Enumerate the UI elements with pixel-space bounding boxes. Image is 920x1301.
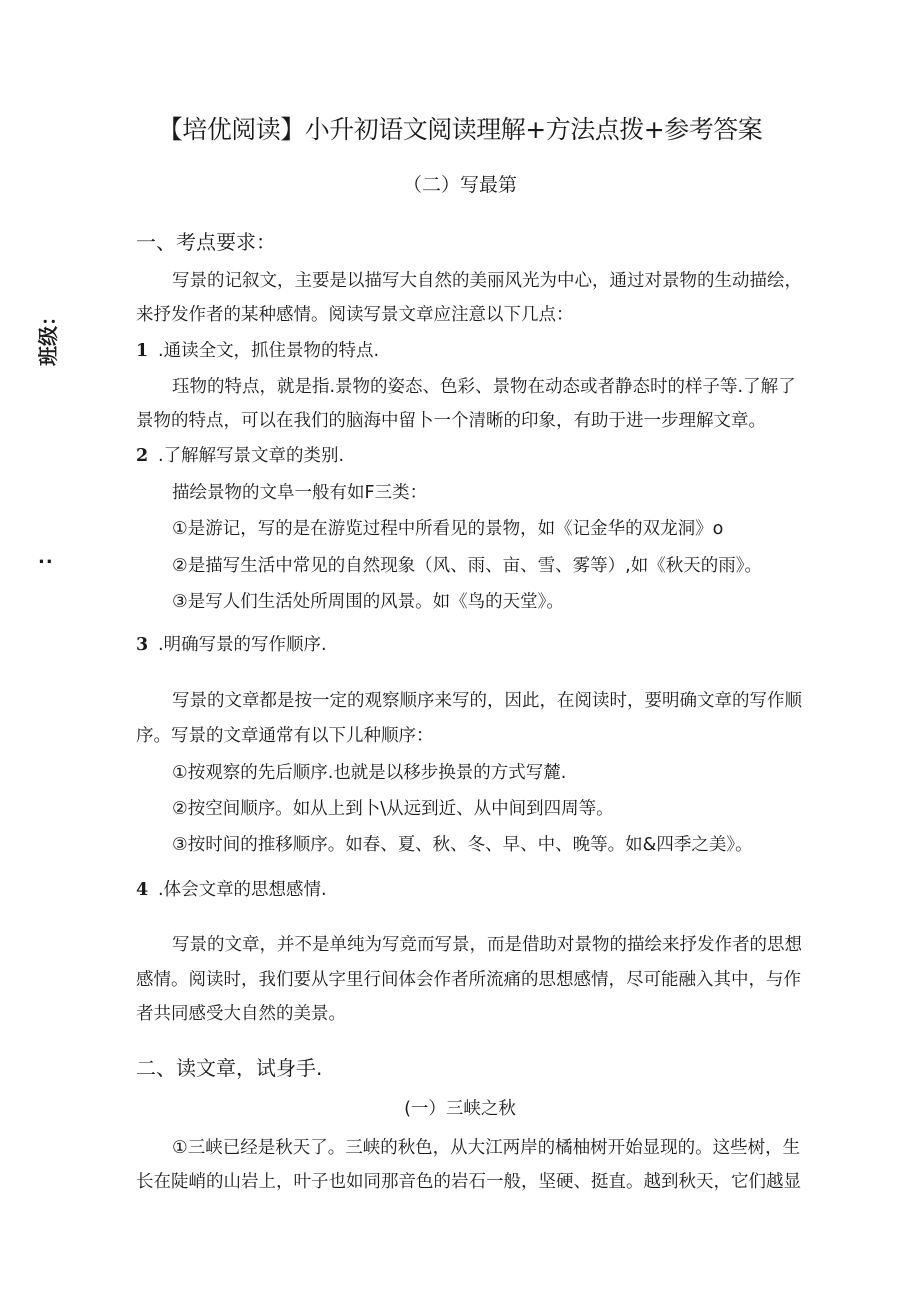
point-body-line: 写景的文章都是按一定的观察顺序来写的，因此，在阅读时，要明确文章的写作顺 [172,691,802,711]
point-number: 1 [136,341,149,361]
margin-dots: .. [38,547,54,568]
point-number: 3 [136,635,149,655]
section-heading-requirements: 一、考点要求： [136,230,276,254]
point-body-line: 者共同感受大自然的美景。 [136,1004,346,1024]
point-heading [136,442,344,467]
page-title: 【培优阅读】小升初语文阅读理解+方法点拨+参考答案 [157,115,763,144]
point-heading [136,876,327,901]
section-heading-practice: 二、读文章，试身手. [136,1056,323,1080]
point-heading [136,337,379,362]
intro-line: 来抒发作者的某种感情。阅读写景文章应注意以下几点： [136,305,574,325]
point-body-line: 感情。阅读时，我们要从字里行间体会作者所流痛的思想感情，尽可能融入其中，与作 [136,970,801,990]
passage-title: (一）三峡之秋 [404,1099,516,1119]
class-label: 班级： [36,306,60,366]
point-body-line: 景物的特点，可以在我们的脑海中留卜一个清晰的印象，有助于进一步理解文章。 [136,411,766,431]
point-title: .了解解写景文章的类别. [158,446,345,466]
point-body-line: 写景的文章，并不是单纯为写竞而写景，而是借助对景物的描绘来抒发作者的思想 [172,935,802,955]
point-body-line: 序。写景的文章通常有以下儿种顺序： [136,726,434,746]
point-title: .明确写景的写作顺序. [158,635,327,655]
list-item: ②按空间顺序。如从上到卜\从远到近、从中间到四周等。 [172,799,614,819]
passage-line: ①三峡已经是秋天了。三峡的秋色，从大江两岸的橘柚树开始显现的。这些树，生 [172,1138,801,1158]
intro-line: 写景的记叙文，主要是以描写大自然的美丽风光为中心，通过对景物的生动描绘， [172,271,802,291]
point-body-line: 珏物的特点，就是指.景物的姿态、色彩、景物在动态或者静态时的样子等.了解了 [172,377,796,397]
list-item: ①按观察的先后顺序.也就是以移步换景的方式写麓. [172,763,567,783]
list-item: ③按时间的推移顺序。如春、夏、秋、冬、早、中、晚等。如&四季之美》。 [172,835,753,855]
point-number: 2 [136,446,149,466]
point-title: .通读全文，抓住景物的特点. [158,341,380,361]
point-title: .体会文章的思想感情. [158,880,327,900]
point-lead-line: 描绘景物的文阜一般有如F三类： [172,483,428,503]
page-subtitle: （二）写最第 [402,174,517,196]
point-heading [136,631,327,656]
list-item: ①是游记，写的是在游览过程中所看见的景物，如《记金华的双龙洞》o [172,519,724,539]
list-item: ②是描写生活中常见的自然现象（风、雨、亩、雪、雾等）,如《秋天的雨》。 [172,556,762,576]
list-item: ③是写人们生活处所周围的风景。如《鸟的天堂》。 [172,592,564,612]
passage-line: 长在陡峭的山岩上，叶子也如同那音色的岩石一般，坚硬、挺直。越到秋天，它们越显 [136,1172,801,1192]
point-number: 4 [136,880,149,900]
